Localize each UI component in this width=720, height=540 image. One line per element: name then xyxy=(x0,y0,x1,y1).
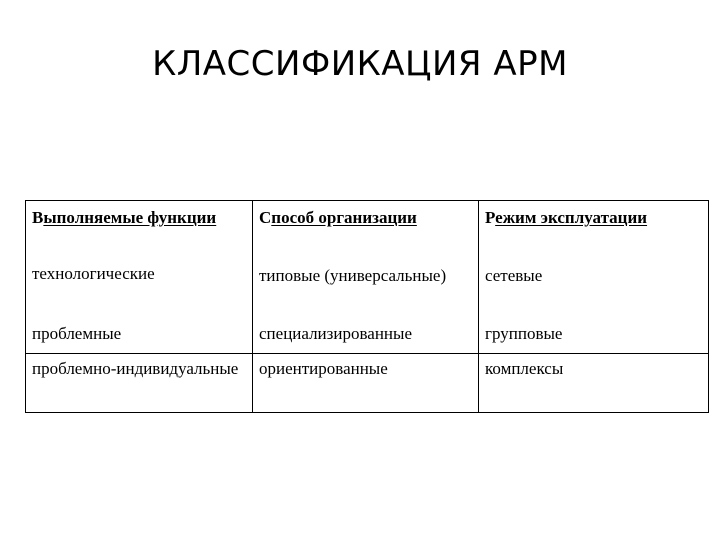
header-functions-rest: ыполняемые функции xyxy=(43,208,217,227)
table-cell-mode: сетевые xyxy=(478,261,708,319)
table-row xyxy=(26,319,708,354)
header-mode-initial: Р xyxy=(485,208,496,227)
header-functions-initial: В xyxy=(32,208,44,227)
slide-title: КЛАССИФИКАЦИЯ АРМ xyxy=(152,44,568,84)
table-cell-mode: комплексы xyxy=(478,354,708,412)
table-cell-functions: проблемно-индивидуальные xyxy=(32,359,239,378)
header-organization xyxy=(252,201,478,261)
header-mode xyxy=(478,201,708,261)
table-row xyxy=(26,354,708,412)
table-cell-organization: ориентированные xyxy=(252,354,478,412)
table-cell-functions: проблемные xyxy=(32,324,122,343)
header-organization-rest: пособ организации xyxy=(271,208,417,227)
table-cell-organization: специализированные xyxy=(252,319,478,353)
header-functions xyxy=(26,201,252,261)
header-organization-initial: С xyxy=(259,208,272,227)
header-mode-rest: ежим эксплуатации xyxy=(495,208,648,227)
table-row xyxy=(26,261,708,319)
table-cell-organization: типовые (универсальные) xyxy=(252,261,478,319)
table-cell-functions: технологические xyxy=(32,264,155,283)
table-cell-mode: групповые xyxy=(478,319,708,353)
table-header-row xyxy=(26,201,708,261)
classification-table xyxy=(25,200,709,413)
